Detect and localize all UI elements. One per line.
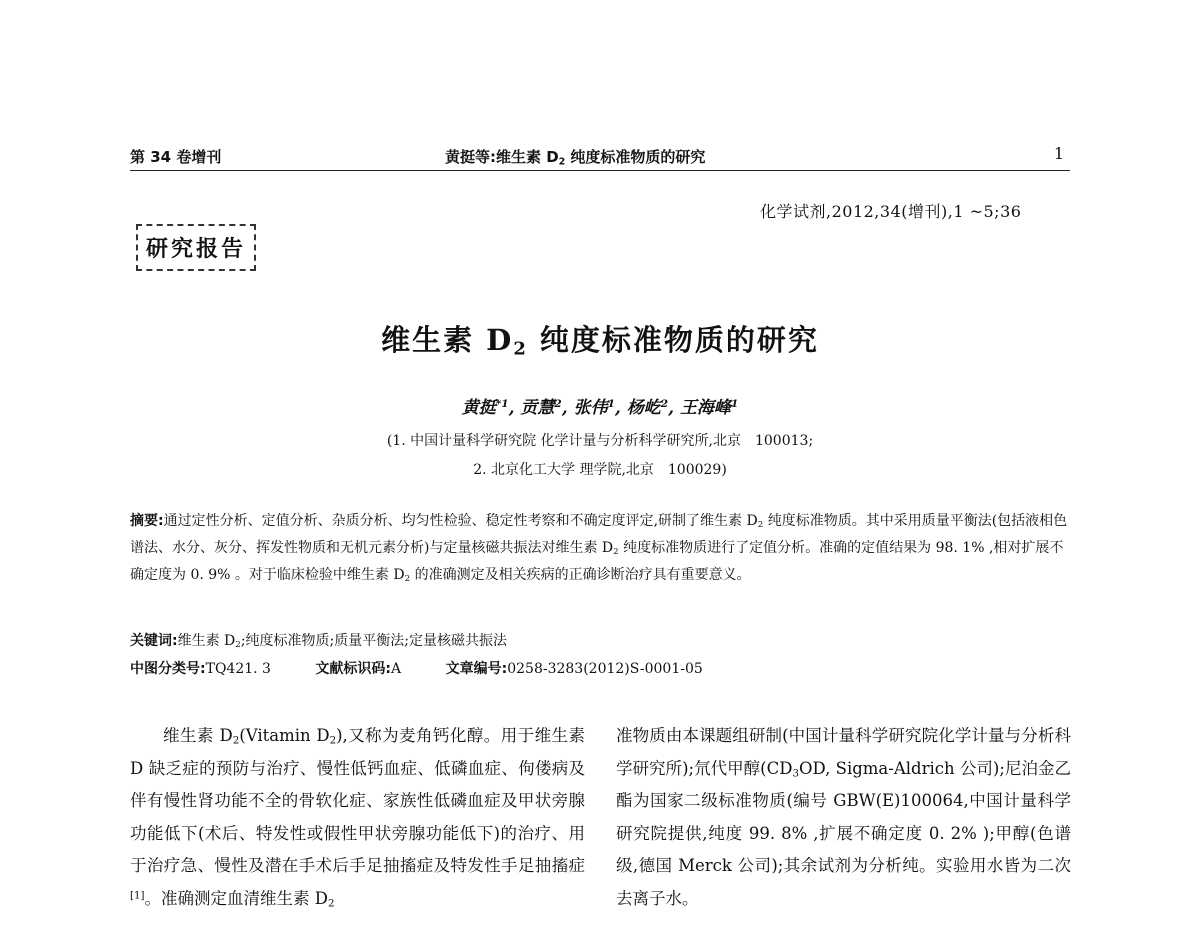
author: 杨屹 — [626, 398, 661, 418]
journal-volume: 第 34 卷增刊 — [130, 148, 222, 166]
body-column-left: 维生素 $D_2(Vitamin$ $D_2$),又称为麦角钙化醇。用于维生素 D 缺乏症的预防与治疗、慢性低钙血症、低磷血症、佝偻病及伴有慢性肾功能不全的骨软化症、家族性低磷血症及甲状旁腺功能低下(术后、特发性或假性甲状旁腺功能低下)的治疗、用于治疗急、慢性及潜在手术后手足抽搐症及特发性手足抽搐症[1]。准确测定血清维生素 $D_2$ — [130, 726, 585, 910]
running-header — [130, 144, 1070, 171]
affiliation: 2. 北京化工大学 理学院,北京 100029) — [473, 462, 727, 478]
citation-line: 化学试剂,2012,34(增刊),1 ~5;36 — [760, 202, 1022, 221]
page-number: 1 — [1053, 144, 1064, 163]
author: 黄挺 — [461, 398, 496, 418]
author-list: 黄挺$^{*1}$, 贡慧$^2$, 张伟$^1$, 杨屹$^2$, 王海峰$^1$ — [461, 398, 739, 418]
abstract-label: 摘要: — [130, 513, 164, 529]
affiliation: (1. 中国计量科学研究院 化学计量与分析科学研究所,北京 100013; — [386, 433, 814, 449]
classification-line: 中图分类号:TQ421. 3 文献标识码:A 文章编号:0258-3283(2012)S-0001-05 — [130, 661, 703, 677]
section-label: 研究报告 — [136, 224, 256, 271]
paper-title: 维生素 $D_2$ 纯度标准物质的研究 — [381, 323, 819, 360]
body-column-right: 准物质由本课题组研制(中国计量科学研究院化学计量与分析科学研究所);氘代甲醇($CD_3OD$, Sigma-Aldrich 公司);尼泊金乙酯为国家二级标准物质(编号 GBW(E)100064,中国计量科学研究院提供,纯度 99. 8% ,扩展不确定度 0. 2% );甲醇(色谱级,德国 Merck 公司);其余试剂为分析纯。实验用水皆为二次去离子水。 — [616, 726, 1071, 908]
author: 张伟 — [573, 398, 608, 418]
running-title: 黄挺等:维生素 $D_2$ 纯度标准物质的研究 — [445, 148, 706, 168]
abstract: 摘要:通过定性分析、定值分析、杂质分析、均匀性检验、稳定性考察和不确定度评定,研制了维生素 $D_2$ 纯度标准物质。其中采用质量平衡法(包括液相色谱法、水分、灰分、挥发性物质和无机元素分析)与定量核磁共振法对维生素 $D_2$ 纯度标准物质进行了定值分析。准确的定值结果为 98. 1% ,相对扩展不确定度为 0. 9% 。对于临床检验中维生素 $D_2$ 的准确测定及相关疾病的正确诊断治疗具有重要意义。 — [130, 513, 1068, 585]
author: 贡慧 — [520, 398, 555, 418]
reference-mark: [1] — [130, 889, 145, 901]
keywords: 关键词:维生素 $D_2$;纯度标准物质;质量平衡法;定量核磁共振法 — [130, 633, 507, 651]
author: 王海峰 — [679, 398, 731, 418]
